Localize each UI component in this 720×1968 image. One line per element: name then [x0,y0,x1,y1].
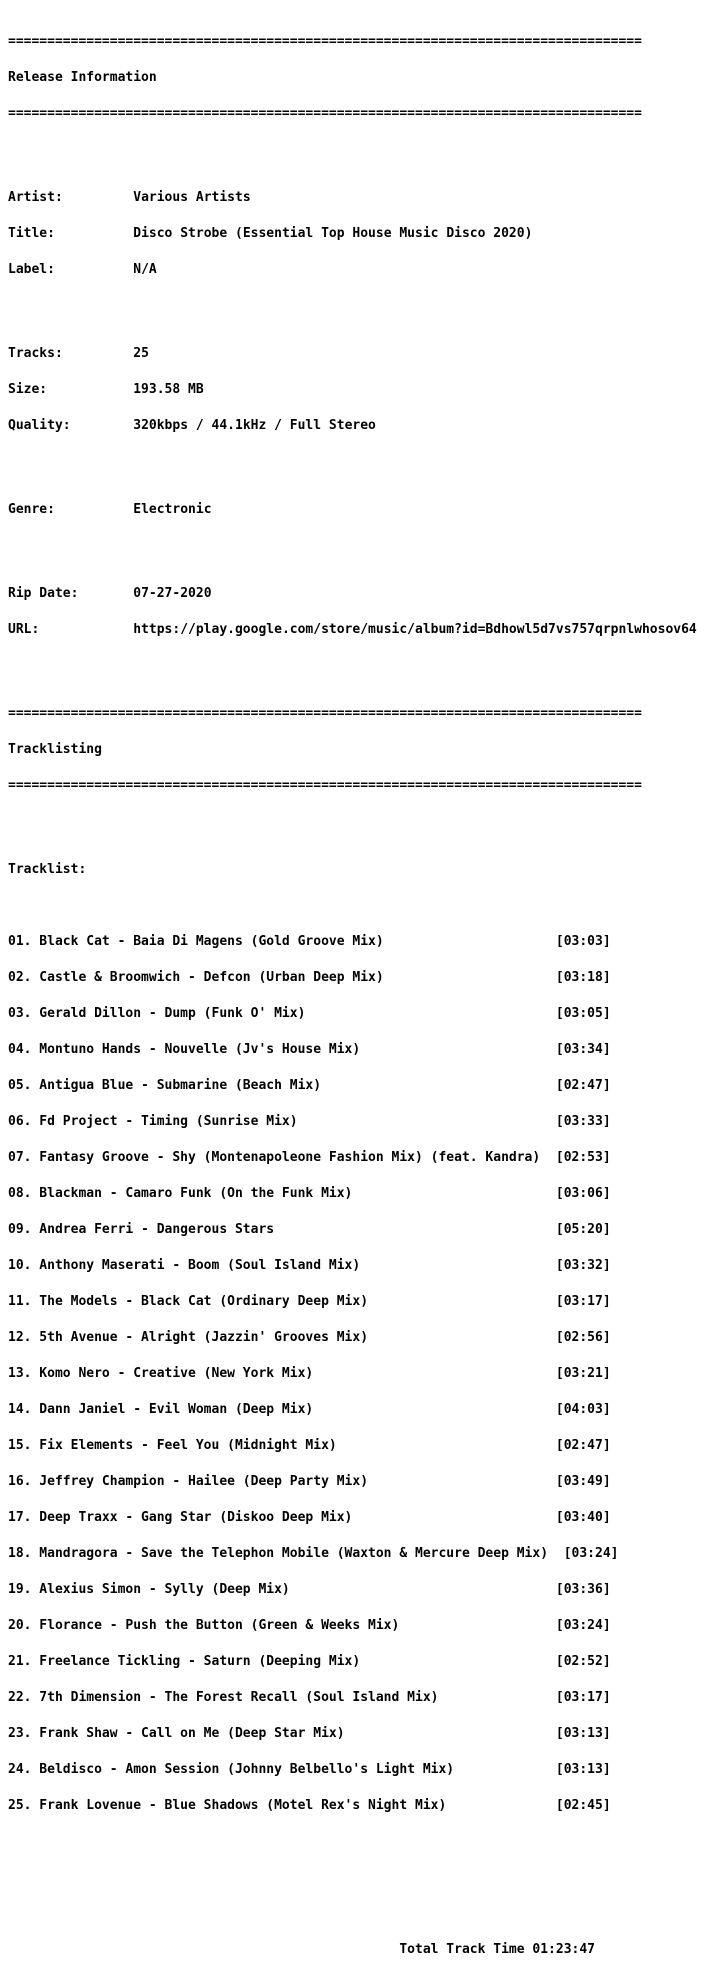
label-value: N/A [133,262,157,277]
track-row: 04. Montuno Hands - Nouvelle (Jv's House Mix) [03:34] [8,1042,611,1057]
track-row: 20. Florance - Push the Button (Green & Weeks Mix) [03:24] [8,1618,611,1633]
track-row: 08. Blackman - Camaro Funk (On the Funk Mix) [03:06] [8,1186,611,1201]
track-row: 07. Fantasy Groove - Shy (Montenapoleone Fashion Mix) (feat. Kandra) [02:53] [8,1150,611,1165]
size-value: 193.58 MB [133,382,204,397]
label-label: Label: [8,262,55,277]
tracklisting-heading: Tracklisting [8,742,102,757]
artist-row [8,192,697,204]
rip-date-label: Rip Date: [8,586,79,601]
rip-date-value: 07-27-2020 [133,586,212,601]
genre-row [8,504,697,516]
separator-line: ================================================================================= [8,106,642,121]
track-row: 05. Antigua Blue - Submarine (Beach Mix) [02:47] [8,1078,611,1093]
total-track-time: Total Track Time 01:23:47 [8,1942,595,1957]
track-row: 19. Alexius Simon - Sylly (Deep Mix) [03:36] [8,1582,611,1597]
blank-line [8,456,697,468]
url-row [8,624,697,636]
blank-line [8,300,697,312]
track-row: 16. Jeffrey Champion - Hailee (Deep Party Mix) [03:49] [8,1474,611,1489]
url-label: URL: [8,622,40,637]
track-row: 15. Fix Elements - Feel You (Midnight Mix) [02:47] [8,1438,611,1453]
separator-line: ================================================================================= [8,778,642,793]
rip-date-row [8,588,697,600]
track-row: 25. Frank Lovenue - Blue Shadows (Motel Rex's Night Mix) [02:45] [8,1798,611,1813]
title-value: Disco Strobe (Essential Top House Music Disco 2020) [133,226,533,241]
track-row: 22. 7th Dimension - The Forest Recall (Soul Island Mix) [03:17] [8,1690,611,1705]
track-row: 06. Fd Project - Timing (Sunrise Mix) [03:33] [8,1114,611,1129]
genre-value: Electronic [133,502,212,517]
blank-line [8,144,697,156]
track-row: 03. Gerald Dillon - Dump (Funk O' Mix) [03:05] [8,1006,611,1021]
nfo-document [8,12,697,1968]
track-row: 10. Anthony Maserati - Boom (Soul Island Mix) [03:32] [8,1258,611,1273]
blank-line [8,1872,697,1884]
separator-line: ================================================================================= [8,34,642,49]
blank-line [8,816,697,828]
tracks-label: Tracks: [8,346,63,361]
track-list [8,912,697,1836]
quality-row [8,420,697,432]
track-row: 13. Komo Nero - Creative (New York Mix) [03:21] [8,1366,611,1381]
artist-value: Various Artists [133,190,251,205]
blank-line [8,1908,697,1920]
release-info-heading: Release Information [8,70,157,85]
blank-line [8,540,697,552]
label-row [8,264,697,276]
track-row: 24. Beldisco - Amon Session (Johnny Belbello's Light Mix) [03:13] [8,1762,611,1777]
track-row: 09. Andrea Ferri - Dangerous Stars [05:20] [8,1222,611,1237]
track-row: 01. Black Cat - Baia Di Magens (Gold Groove Mix) [03:03] [8,934,611,949]
track-row: 14. Dann Janiel - Evil Woman (Deep Mix) [04:03] [8,1402,611,1417]
track-row: 23. Frank Shaw - Call on Me (Deep Star Mix) [03:13] [8,1726,611,1741]
title-label: Title: [8,226,55,241]
artist-label: Artist: [8,190,63,205]
track-row: 21. Freelance Tickling - Saturn (Deeping Mix) [02:52] [8,1654,611,1669]
quality-label: Quality: [8,418,71,433]
track-row: 02. Castle & Broomwich - Defcon (Urban Deep Mix) [03:18] [8,970,611,985]
size-label: Size: [8,382,48,397]
track-row: 18. Mandragora - Save the Telephon Mobile (Waxton & Mercure Deep Mix) [03:24] [8,1546,619,1561]
track-row: 11. The Models - Black Cat (Ordinary Deep Mix) [03:17] [8,1294,611,1309]
track-row: 12. 5th Avenue - Alright (Jazzin' Grooves Mix) [02:56] [8,1330,611,1345]
tracks-row [8,348,697,360]
size-row [8,384,697,396]
quality-value: 320kbps / 44.1kHz / Full Stereo [133,418,376,433]
genre-label: Genre: [8,502,55,517]
url-value: https://play.google.com/store/music/album?id=Bdhowl5d7vs757qrpnlwhosov64 [133,622,697,637]
tracklist-label: Tracklist: [8,862,87,877]
blank-line [8,660,697,672]
tracks-value: 25 [133,346,149,361]
track-row: 17. Deep Traxx - Gang Star (Diskoo Deep Mix) [03:40] [8,1510,611,1525]
separator-line: ================================================================================= [8,706,642,721]
title-row [8,228,697,240]
